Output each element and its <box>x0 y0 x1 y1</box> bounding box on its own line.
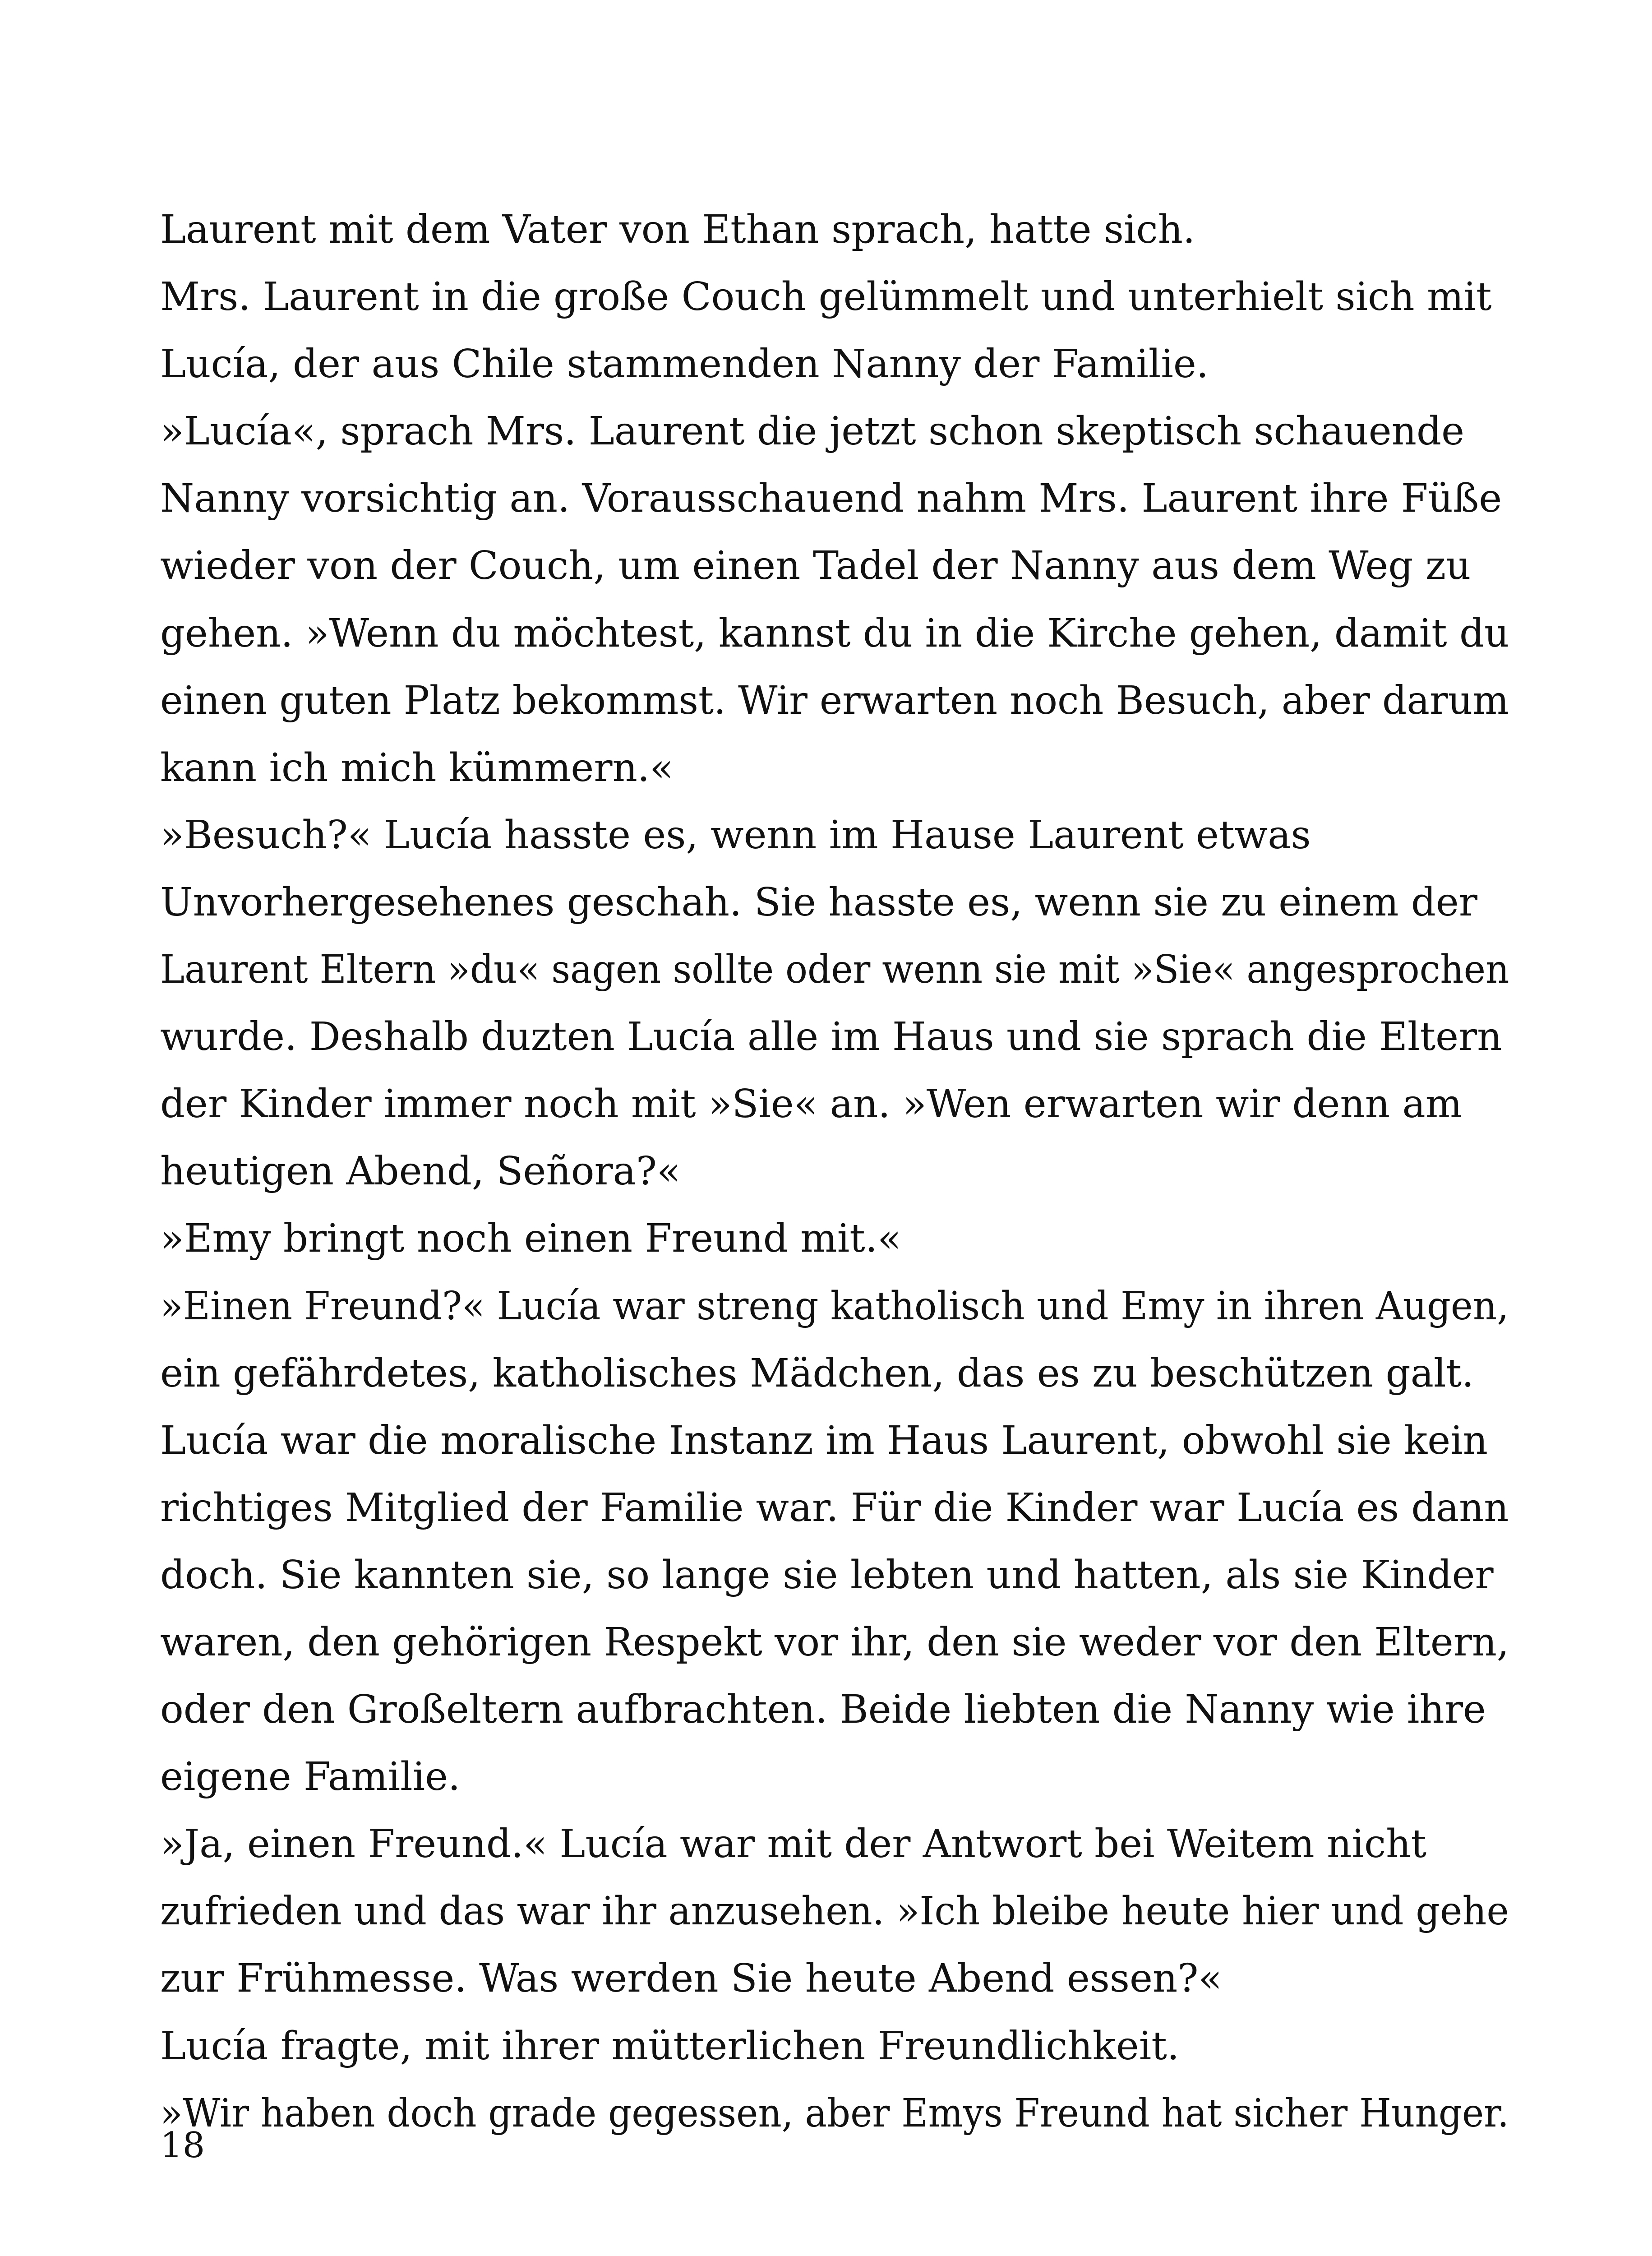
text-line: Mrs. Laurent in die große Couch gelümmelt und unterhielt sich mit <box>160 274 1492 320</box>
text-line: Laurent Eltern »du« sagen sollte oder wenn sie mit »Sie« angesprochen <box>160 947 1509 993</box>
text-line: der Kinder immer noch mit »Sie« an. »Wen erwarten wir denn am <box>160 1082 1463 1127</box>
text-line: oder den Großeltern aufbrachten. Beide liebten die Nanny wie ihre <box>160 1687 1486 1733</box>
text-line: doch. Sie kannten sie, so lange sie lebten und hatten, als sie Kinder <box>160 1552 1494 1598</box>
text-line: Unvorhergesehenes geschah. Sie hasste es, wenn sie zu einem der <box>160 879 1477 925</box>
text-line: »Ja, einen Freund.« Lucía war mit der Antwort bei Weitem nicht <box>160 1821 1427 1867</box>
text-line: »Wir haben doch grade gegessen, aber Emys Freund hat sicher Hunger. <box>160 2090 1509 2136</box>
text-line: »Lucía«, sprach Mrs. Laurent die jetzt schon skeptisch schauende <box>160 409 1464 454</box>
text-line: Laurent mit dem Vater von Ethan sprach, hatte sich. <box>160 207 1195 252</box>
text-line: ein gefährdetes, katholisches Mädchen, das es zu beschützen galt. <box>160 1350 1474 1396</box>
page-number: 18 <box>160 2125 205 2166</box>
text-line: zufrieden und das war ihr anzusehen. »Ich bleibe heute hier und gehe <box>160 1889 1509 1934</box>
text-line: kann ich mich kümmern.« <box>160 745 674 791</box>
text-line: »Emy bringt noch einen Freund mit.« <box>160 1216 901 1262</box>
text-line: waren, den gehörigen Respekt vor ihr, den sie weder vor den Eltern, <box>160 1619 1509 1665</box>
text-line: richtiges Mitglied der Familie war. Für die Kinder war Lucía es dann <box>160 1485 1509 1530</box>
body-text <box>160 196 1509 2147</box>
text-line: wieder von der Couch, um einen Tadel der Nanny aus dem Weg zu <box>160 543 1471 589</box>
text-line: gehen. »Wenn du möchtest, kannst du in die Kirche gehen, damit du <box>160 610 1509 656</box>
text-line: eigene Familie. <box>160 1754 461 1800</box>
text-line: »Einen Freund?« Lucía war streng katholisch und Emy in ihren Augen, <box>160 1283 1509 1329</box>
text-line: Nanny vorsichtig an. Vorausschauend nahm Mrs. Laurent ihre Füße <box>160 476 1502 522</box>
text-line: zur Frühmesse. Was werden Sie heute Abend essen?« <box>160 1956 1223 2002</box>
text-line: einen guten Platz bekommst. Wir erwarten noch Besuch, aber darum <box>160 678 1509 723</box>
text-line: »Besuch?« Lucía hasste es, wenn im Hause Laurent etwas <box>160 812 1311 858</box>
text-line: Lucía fragte, mit ihrer mütterlichen Freundlichkeit. <box>160 2023 1180 2069</box>
text-line: heutigen Abend, Señora?« <box>160 1149 681 1194</box>
text-line: Lucía war die moralische Instanz im Haus Laurent, obwohl sie kein <box>160 1418 1488 1463</box>
text-line: wurde. Deshalb duzten Lucía alle im Haus und sie sprach die Eltern <box>160 1014 1502 1060</box>
text-line: Lucía, der aus Chile stammenden Nanny der Familie. <box>160 342 1209 387</box>
